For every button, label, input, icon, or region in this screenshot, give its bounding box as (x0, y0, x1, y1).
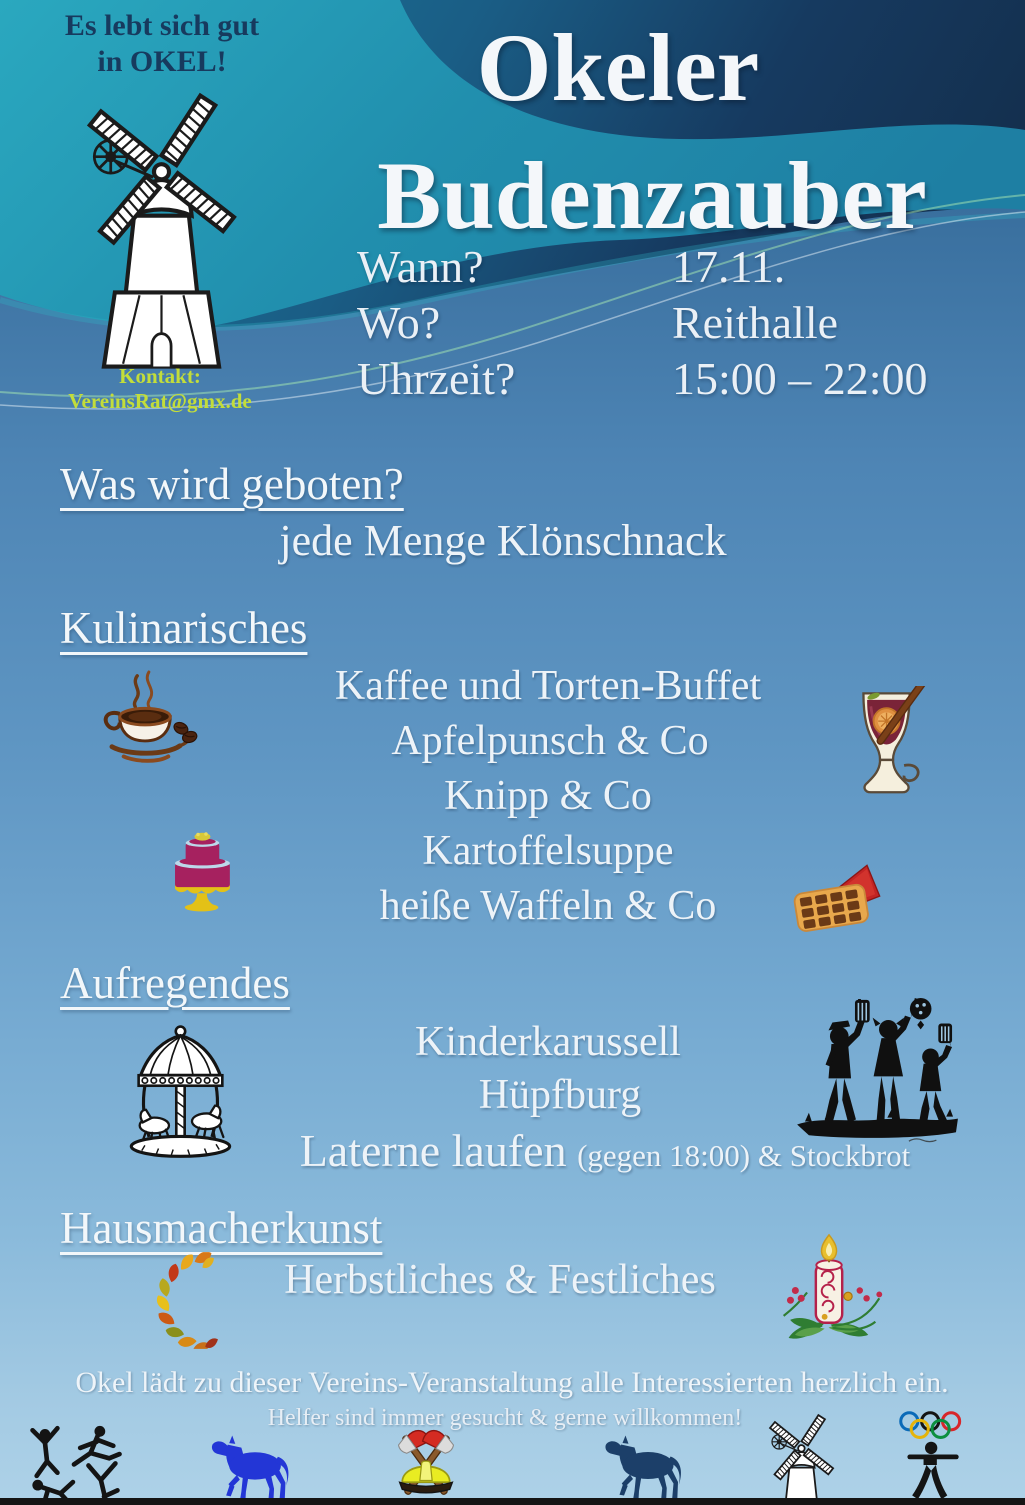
poster-title-line1: Okeler (476, 14, 760, 121)
coffee-cup-icon (86, 670, 204, 772)
olympic-shooting-club-icon (896, 1408, 972, 1503)
poster-title-line2: Budenzauber (377, 142, 927, 249)
section-heading-culinary: Kulinarisches (60, 603, 308, 653)
offer-line: jede Menge Klönschnack (279, 516, 727, 565)
autumn-leaves-icon (154, 1252, 246, 1349)
culinary-item-1: Kaffee und Torten-Buffet (334, 663, 762, 709)
section-heading-exciting: Aufregendes (60, 958, 290, 1008)
contact-email: VereinsRat@gmx.de (68, 389, 252, 414)
contact-label: Kontakt: (119, 364, 201, 388)
windmill-club-icon (763, 1410, 835, 1505)
punch-glass-icon (843, 686, 931, 820)
festive-candle-icon (764, 1230, 896, 1352)
blue-horse-icon (206, 1434, 298, 1505)
detail-value-uhrzeit: 15:00 – 22:00 (672, 353, 928, 404)
exciting-item-2: Hüpfburg (478, 1072, 642, 1118)
tagline-line2: in OKEL! (97, 45, 227, 78)
bottom-edge-strip (0, 1498, 1025, 1505)
layer-cake-icon (160, 810, 244, 912)
windmill-logo-icon (72, 84, 240, 372)
detail-label-uhrzeit: Uhrzeit? (357, 353, 516, 404)
tagline-line1: Es lebt sich gut (64, 9, 260, 42)
crafts-line: Herbstliches & Festliches (284, 1257, 716, 1303)
footer-helpers: Helfer sind immer gesucht & gerne willkommen! (267, 1405, 743, 1431)
detail-value-wann: 17.11. (672, 241, 786, 292)
culinary-item-4: Kartoffelsuppe (422, 828, 674, 874)
fire-brigade-icon (382, 1424, 470, 1505)
lantern-children-silhouette-icon (793, 996, 965, 1148)
section-heading-offer: Was wird geboten? (60, 459, 404, 509)
exciting-item-1: Kinderkarussell (415, 1019, 681, 1065)
footer-invite: Okel lädt zu dieser Vereins-Veranstaltung alle Interessierten herzlich ein. (75, 1366, 949, 1399)
detail-value-wo: Reithalle (672, 297, 839, 348)
culinary-item-2: Apfelpunsch & Co (391, 718, 709, 764)
sports-club-acrobats-icon (22, 1422, 157, 1505)
tagline (42, 8, 282, 80)
lantern-walk-detail: (gegen 18:00) & Stockbrot (577, 1138, 911, 1173)
detail-label-wo: Wo? (357, 297, 441, 348)
section-heading-crafts: Hausmacherkunst (60, 1203, 383, 1253)
carousel-icon (110, 1024, 252, 1160)
navy-horse-icon (600, 1434, 690, 1505)
culinary-item-5: heiße Waffeln & Co (379, 883, 717, 929)
waffle-icon (791, 856, 886, 938)
lantern-walk-main: Laterne laufen (299, 1125, 567, 1176)
detail-label-wann: Wann? (357, 241, 484, 292)
contact-block (30, 364, 290, 414)
culinary-item-3: Knipp & Co (444, 773, 652, 819)
